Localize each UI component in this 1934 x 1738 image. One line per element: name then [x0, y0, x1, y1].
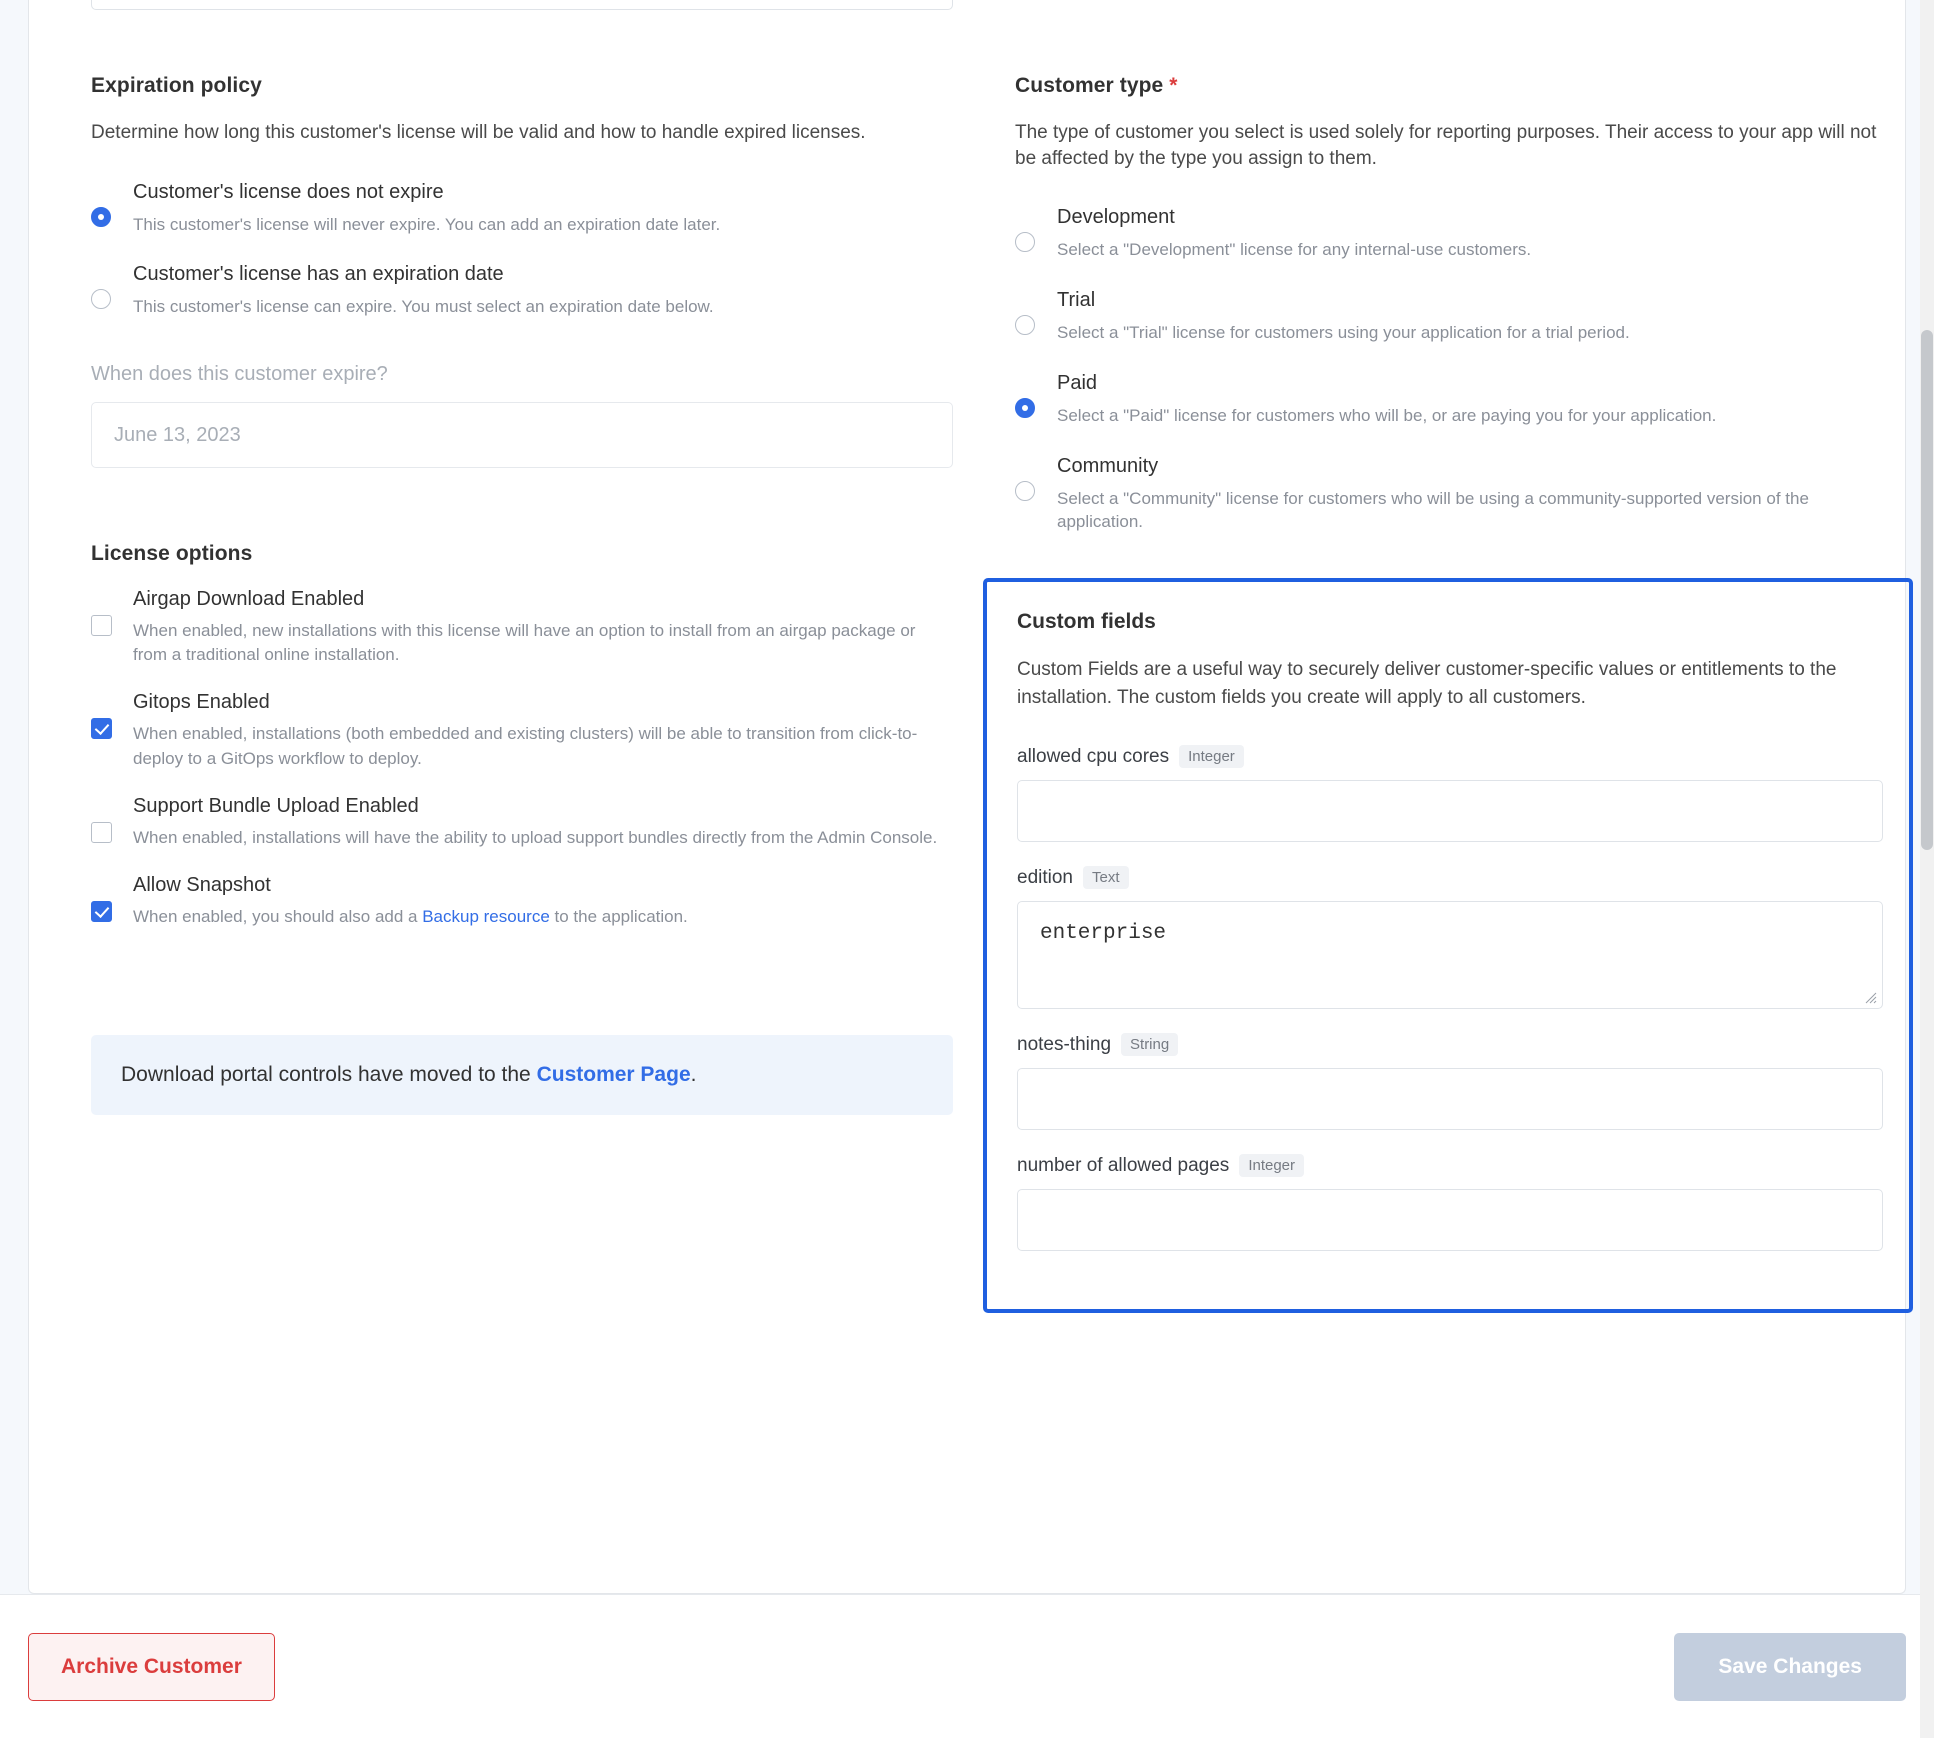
radio-option-trial[interactable]	[1015, 288, 1877, 345]
right-column	[953, 74, 1877, 1313]
download-portal-notice	[91, 1035, 953, 1115]
checkbox-sub-airgap: When enabled, new installations with this license will have an option to install from an airgap package or from a traditional online installation.	[133, 621, 916, 665]
notice-text-after: .	[690, 1062, 697, 1086]
custom-fields-description: Custom Fields are a useful way to securely deliver customer-specific values or entitlements to the installation. The custom fields you create will apply to all customers.	[1017, 659, 1837, 708]
custom-field-input-allowed-cpu-cores[interactable]	[1017, 780, 1883, 842]
radio-icon-paid[interactable]	[1015, 398, 1035, 418]
custom-field-name-notes-thing: notes-thing	[1017, 1033, 1112, 1055]
custom-field-notes-thing	[1017, 1033, 1879, 1130]
radio-icon-development[interactable]	[1015, 232, 1035, 252]
license-options-title: License options	[91, 542, 253, 566]
custom-field-input-number-of-allowed-pages[interactable]	[1017, 1189, 1883, 1251]
radio-label-development: Development	[1057, 206, 1175, 229]
radio-icon-trial[interactable]	[1015, 315, 1035, 335]
checkbox-icon-support-bundle[interactable]	[91, 822, 112, 843]
radio-sub-development: Select a "Development" license for any internal-use customers.	[1057, 240, 1532, 260]
custom-fields-panel	[983, 578, 1913, 1313]
checkbox-icon-gitops[interactable]	[91, 718, 112, 739]
custom-field-name-edition: edition	[1017, 866, 1073, 888]
radio-option-development[interactable]	[1015, 205, 1877, 262]
radio-icon-has-expire[interactable]	[91, 289, 111, 309]
radio-icon-no-expire[interactable]	[91, 207, 111, 227]
checkbox-row-allow-snapshot[interactable]	[91, 874, 953, 929]
radio-label-community: Community	[1057, 454, 1159, 477]
customer-type-title	[1015, 74, 1877, 98]
radio-label-paid: Paid	[1057, 371, 1098, 394]
radio-option-paid[interactable]	[1015, 371, 1877, 428]
custom-field-number-of-allowed-pages	[1017, 1154, 1879, 1251]
radio-label-has-expire: Customer's license has an expiration date	[133, 263, 504, 286]
resize-handle-icon[interactable]	[1865, 992, 1877, 1004]
page-scrollbar[interactable]	[1920, 0, 1934, 1738]
radio-sub-no-expire: This customer's license will never expire. You can add an expiration date later.	[133, 214, 721, 234]
custom-fields-title: Custom fields	[1017, 610, 1156, 634]
scrollbar-thumb[interactable]	[1921, 330, 1933, 850]
radio-sub-trial: Select a "Trial" license for customers using your application for a trial period.	[1057, 323, 1630, 343]
custom-field-textarea-edition[interactable]	[1017, 901, 1883, 1009]
snapshot-sub-before: When enabled, you should also add a	[133, 906, 423, 926]
radio-label-no-expire: Customer's license does not expire	[133, 180, 444, 203]
customer-type-description: The type of customer you select is used solely for reporting purposes. Their access to your app will not be affected by the type you assign to them.	[1015, 122, 1877, 169]
expiration-policy-description: Determine how long this customer's license will be valid and how to handle expired licenses.	[91, 122, 866, 143]
radio-label-trial: Trial	[1057, 289, 1096, 312]
custom-field-input-notes-thing[interactable]	[1017, 1068, 1883, 1130]
expiration-date-placeholder: June 13, 2023	[114, 423, 241, 446]
custom-field-edition	[1017, 866, 1879, 1009]
radio-option-has-expire[interactable]	[91, 262, 953, 319]
custom-field-value-edition: enterprise	[1040, 922, 1167, 946]
custom-field-allowed-cpu-cores	[1017, 745, 1879, 842]
archive-customer-button[interactable]: Archive Customer	[28, 1633, 275, 1701]
radio-icon-community[interactable]	[1015, 481, 1035, 501]
checkbox-sub-allow-snapshot	[133, 905, 953, 929]
checkbox-icon-allow-snapshot[interactable]	[91, 901, 112, 922]
radio-sub-has-expire: This customer's license can expire. You must select an expiration date below.	[133, 297, 714, 317]
expiration-date-question: When does this customer expire?	[91, 363, 388, 386]
customer-page-link[interactable]: Customer Page	[536, 1062, 691, 1086]
checkbox-label-support-bundle: Support Bundle Upload Enabled	[133, 794, 419, 817]
radio-option-no-expire[interactable]	[91, 180, 953, 237]
top-field-partial[interactable]	[91, 0, 953, 10]
custom-field-type-notes-thing: String	[1121, 1033, 1178, 1056]
custom-field-type-allowed-cpu-cores: Integer	[1179, 745, 1244, 768]
notice-text-before: Download portal controls have moved to the	[121, 1062, 537, 1086]
backup-resource-link[interactable]: Backup resource	[422, 906, 550, 926]
custom-field-type-number-of-allowed-pages: Integer	[1239, 1154, 1304, 1177]
footer-action-bar	[0, 1594, 1934, 1738]
radio-sub-community: Select a "Community" license for customers who will be using a community-supported version of the application.	[1057, 488, 1809, 532]
snapshot-sub-after: to the application.	[549, 906, 688, 926]
radio-sub-paid: Select a "Paid" license for customers who will be, or are paying you for your application.	[1057, 405, 1717, 425]
checkbox-sub-gitops: When enabled, installations (both embedded and existing clusters) will be able to transition from click-to-deploy to a GitOps workflow to deploy.	[133, 724, 918, 768]
expiration-date-input[interactable]	[91, 402, 953, 468]
two-column-layout	[63, 0, 1877, 1313]
license-options-section	[91, 542, 953, 929]
settings-card	[28, 0, 1906, 1594]
checkbox-row-gitops[interactable]	[91, 691, 953, 770]
required-asterisk: *	[1169, 74, 1178, 97]
expiration-policy-title: Expiration policy	[91, 74, 262, 97]
radio-option-community[interactable]	[1015, 454, 1877, 535]
checkbox-sub-support-bundle: When enabled, installations will have the ability to upload support bundles directly from the Admin Console.	[133, 827, 938, 847]
checkbox-label-gitops: Gitops Enabled	[133, 691, 270, 714]
checkbox-label-airgap: Airgap Download Enabled	[133, 588, 365, 611]
save-changes-button[interactable]: Save Changes	[1674, 1633, 1906, 1701]
checkbox-label-allow-snapshot: Allow Snapshot	[133, 873, 271, 896]
checkbox-icon-airgap[interactable]	[91, 615, 112, 636]
customer-type-title-text: Customer type	[1015, 74, 1164, 97]
custom-field-name-allowed-cpu-cores: allowed cpu cores	[1017, 745, 1170, 767]
checkbox-row-support-bundle[interactable]	[91, 795, 953, 850]
custom-field-name-number-of-allowed-pages: number of allowed pages	[1017, 1154, 1230, 1176]
custom-field-type-edition: Text	[1083, 866, 1129, 889]
checkbox-row-airgap[interactable]	[91, 588, 953, 667]
left-column	[63, 74, 953, 1313]
